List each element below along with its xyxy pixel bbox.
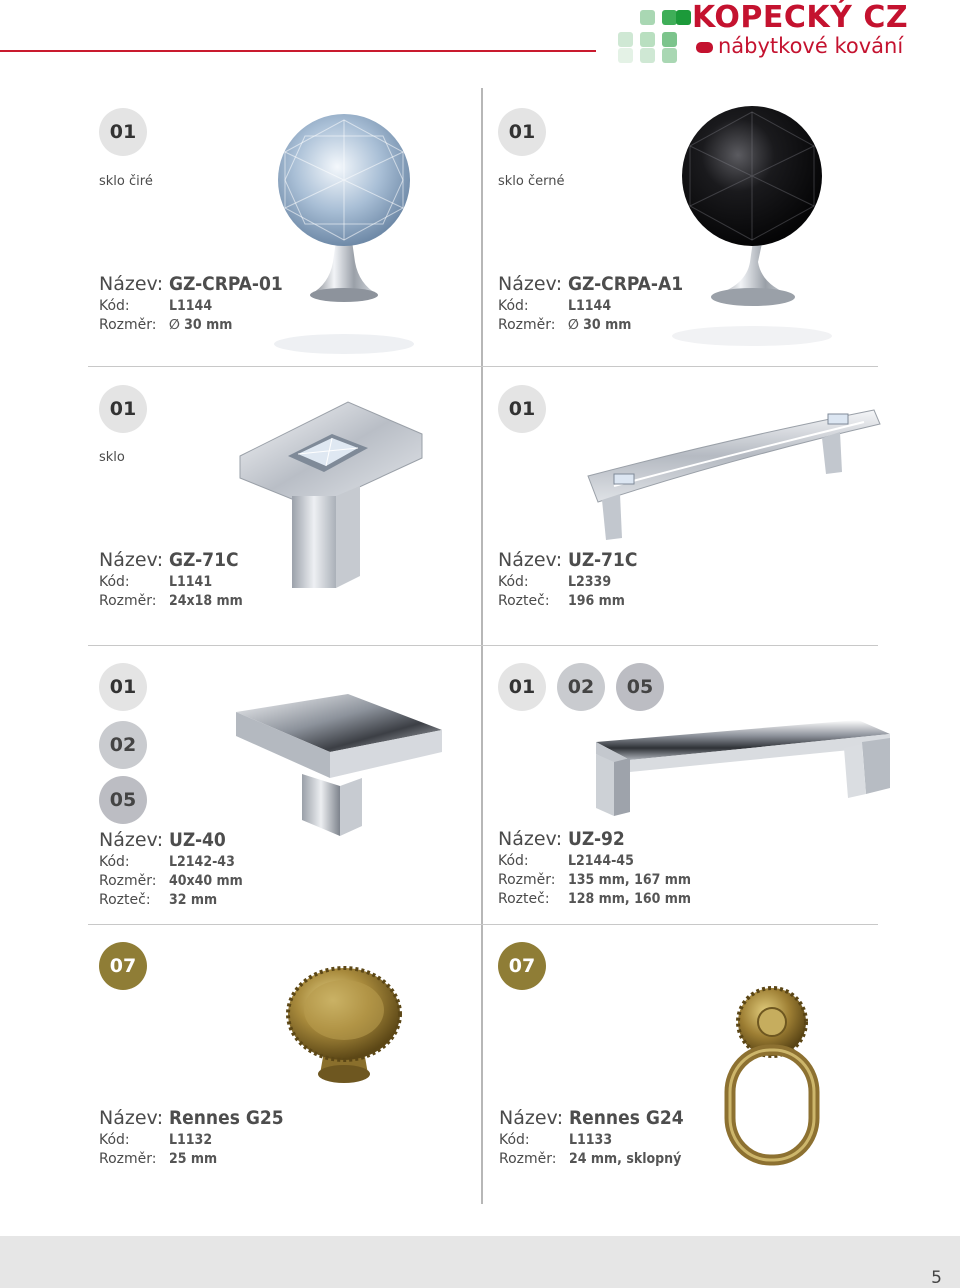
name-label: Název: [498, 828, 563, 850]
product-name: GZ-71C [169, 549, 239, 571]
material-note: sklo černé [498, 174, 565, 189]
code-label: Kód: [498, 298, 529, 314]
finish-badge-01: 01 [498, 663, 546, 711]
size-label: Rozměr: [99, 317, 157, 333]
product-size: ∅ 30 mm [568, 317, 632, 333]
product-code: L1132 [169, 1132, 213, 1148]
logo-dot [618, 32, 633, 47]
logo-dot [640, 48, 655, 63]
pitch-label: Rozteč: [498, 593, 550, 609]
product-code: L2339 [568, 574, 612, 590]
product-info [498, 827, 691, 909]
name-label: Název: [99, 273, 164, 295]
product-code: L1144 [568, 298, 612, 314]
material-note: sklo čiré [99, 174, 153, 189]
logo-dot [676, 10, 691, 25]
product-code: L2142-43 [169, 854, 235, 870]
product-size: 24x18 mm [169, 593, 243, 609]
pitch-label: Rozteč: [99, 892, 151, 908]
finish-badge-01: 01 [99, 663, 147, 711]
size-label: Rozměr: [498, 872, 556, 888]
product-name: Rennes G25 [169, 1107, 284, 1129]
product-size: 25 mm [169, 1151, 218, 1167]
finish-badge-01: 01 [498, 108, 546, 156]
brass-round-knob-image [282, 962, 406, 1092]
logo-dot [662, 10, 677, 25]
product-size: 135 mm, 167 mm [568, 872, 692, 888]
name-label: Název: [99, 829, 164, 851]
row-divider [88, 645, 878, 646]
finish-badge-05: 05 [99, 776, 147, 824]
logo-dot [662, 32, 677, 47]
product-name: UZ-71C [568, 549, 638, 571]
bridge-handle-image [590, 712, 894, 822]
logo-dot [640, 10, 655, 25]
page-footer [0, 1236, 960, 1288]
size-label: Rozměr: [99, 1151, 157, 1167]
finish-badge-01: 01 [498, 385, 546, 433]
page-number: 5 [931, 1268, 942, 1288]
name-label: Název: [498, 549, 563, 571]
product-code: L1141 [169, 574, 213, 590]
size-label: Rozměr: [99, 873, 157, 889]
product-size: 40x40 mm [169, 873, 243, 889]
row-divider [88, 924, 878, 925]
crystal-bar-handle-image [584, 400, 884, 550]
product-info [99, 548, 243, 611]
finish-badge-02: 02 [557, 663, 605, 711]
product-info [99, 272, 283, 335]
product-size: ∅ 30 mm [169, 317, 233, 333]
finish-badge-01: 01 [99, 108, 147, 156]
product-code: L1133 [569, 1132, 613, 1148]
code-label: Kód: [498, 853, 529, 869]
material-note: sklo [99, 450, 125, 465]
product-name: GZ-CRPA-01 [169, 273, 283, 295]
name-label: Název: [99, 549, 164, 571]
product-info [499, 1106, 684, 1169]
finish-badge-01: 01 [99, 385, 147, 433]
product-pitch: 196 mm [568, 593, 625, 609]
size-label: Rozměr: [499, 1151, 557, 1167]
logo-dot [618, 48, 633, 63]
product-code: L2144-45 [568, 853, 634, 869]
name-label: Název: [99, 1107, 164, 1129]
name-label: Název: [499, 1107, 564, 1129]
product-info [99, 828, 243, 910]
finish-badge-02: 02 [99, 721, 147, 769]
square-crystal-knob-image [236, 396, 436, 596]
column-divider [481, 88, 483, 1204]
header-rule [0, 50, 596, 52]
product-info [99, 1106, 284, 1169]
logo-dot [640, 32, 655, 47]
finish-badge-07: 07 [99, 942, 147, 990]
code-label: Kód: [99, 298, 130, 314]
code-label: Kód: [498, 574, 529, 590]
product-code: L1144 [169, 298, 213, 314]
row-divider [88, 366, 878, 367]
product-info [498, 548, 637, 611]
brand-tagline: nábytkové kování [718, 34, 904, 58]
logo-dot [662, 48, 677, 63]
finish-badge-05: 05 [616, 663, 664, 711]
code-label: Kód: [499, 1132, 530, 1148]
product-name: UZ-92 [568, 828, 625, 850]
code-label: Kód: [99, 574, 130, 590]
size-label: Rozměr: [99, 593, 157, 609]
pitch-label: Rozteč: [498, 891, 550, 907]
product-info [498, 272, 683, 335]
finish-badge-07: 07 [498, 942, 546, 990]
code-label: Kód: [99, 1132, 130, 1148]
product-size: 24 mm, sklopný [569, 1151, 682, 1167]
tagline-dot [696, 42, 713, 53]
black-crystal-knob-image [652, 104, 862, 354]
brass-ring-pull-image [712, 984, 832, 1170]
product-name: Rennes G24 [569, 1107, 684, 1129]
product-name: GZ-CRPA-A1 [568, 273, 684, 295]
product-name: UZ-40 [169, 829, 226, 851]
code-label: Kód: [99, 854, 130, 870]
t-knob-image [232, 690, 446, 840]
brand-logo [614, 0, 914, 62]
product-pitch: 32 mm [169, 892, 218, 908]
brand-name: KOPECKÝ CZ [692, 0, 909, 35]
size-label: Rozměr: [498, 317, 556, 333]
product-pitch: 128 mm, 160 mm [568, 891, 692, 907]
name-label: Název: [498, 273, 563, 295]
